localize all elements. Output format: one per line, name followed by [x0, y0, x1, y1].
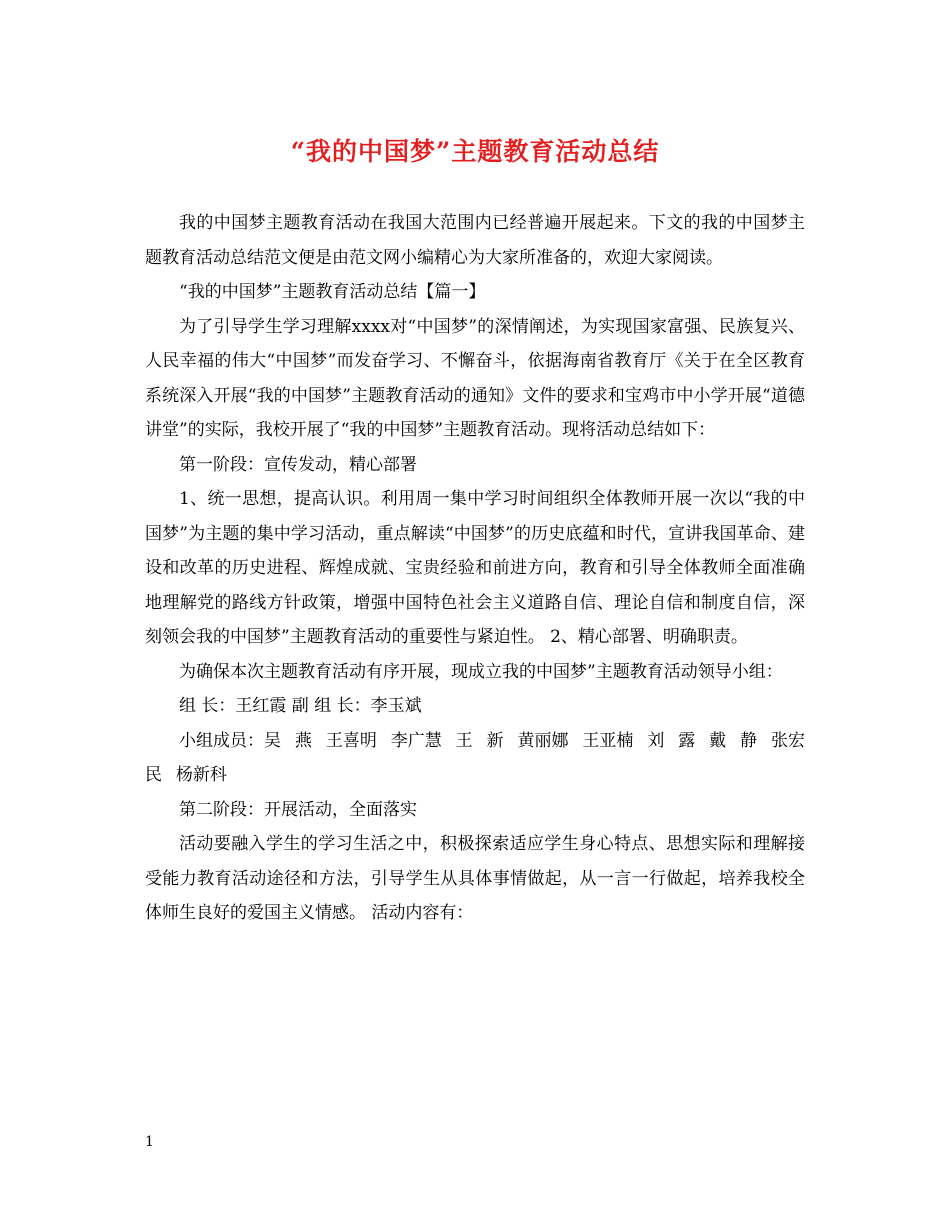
background-paragraph: 为了引导学生学习理解xxxx对“中国梦”的深情阐述，为实现国家富强、民族复兴、人民幸福的伟大“中国梦”而发奋学习、不懈奋斗，依据海南省教育厅《关于在全区教育系统深入开展“我的中国梦”主题教育活动的通知》文件的要求和宝鸡市中小学开展“道德讲堂”的实际，我校开展了“我的中国梦”主题教育活动。现将活动总结如下： [145, 316, 805, 440]
document-title: “我的中国梦”主题教育活动总结 [290, 137, 660, 166]
section-heading-part-one: “我的中国梦”主题教育活动总结【篇一】 [179, 282, 486, 302]
document-body [145, 206, 805, 931]
stage-two-heading: 第二阶段：开展活动，全面落实 [179, 799, 417, 820]
intro-paragraph: 我的中国梦主题教育活动在我国大范围内已经普遍开展起来。下文的我的中国梦主题教育活动总结范文便是由范文网小编精心为大家所准备的，欢迎大家阅读。 [145, 213, 805, 268]
page-number: 1 [145, 1134, 154, 1150]
unify-thinking-paragraph: 1、统一思想，提高认识。利用周一集中学习时间组织全体教师开展一次以“我的中国梦”为主题的集中学习活动，重点解读“中国梦”的历史底蕴和时代，宣讲我国革命、建设和改革的历史进程、辉煌成就、宝贵经验和前进方向，教育和引导全体教师全面准确地理解党的路线方针政策，增强中国特色社会主义道路自信、理论自信和制度自信，深刻领会我的中国梦”主题教育活动的重要性与紧迫性。 2、精心部署、明确职责。 [145, 489, 805, 647]
leadership-group-paragraph: 为确保本次主题教育活动有序开展，现成立我的中国梦”主题教育活动领导小组： [179, 661, 783, 682]
activity-paragraph: 活动要融入学生的学习生活之中，积极探索适应学生身心特点、思想实际和理解接受能力教育活动途径和方法，引导学生从具体事情做起，从一言一行做起，培养我校全体师生良好的爱国主义情感。 活动内容有： [145, 834, 805, 923]
group-leaders-line: 组 长：王红霞 副 组 长：李玉斌 [179, 696, 422, 716]
group-members-line: 小组成员：吴 燕 王喜明 李广慧 王 新 黄丽娜 王亚楠 刘 露 戴 静 张宏民 杨新科 [145, 730, 805, 785]
stage-one-heading: 第一阶段：宣传发动，精心部署 [179, 454, 417, 475]
